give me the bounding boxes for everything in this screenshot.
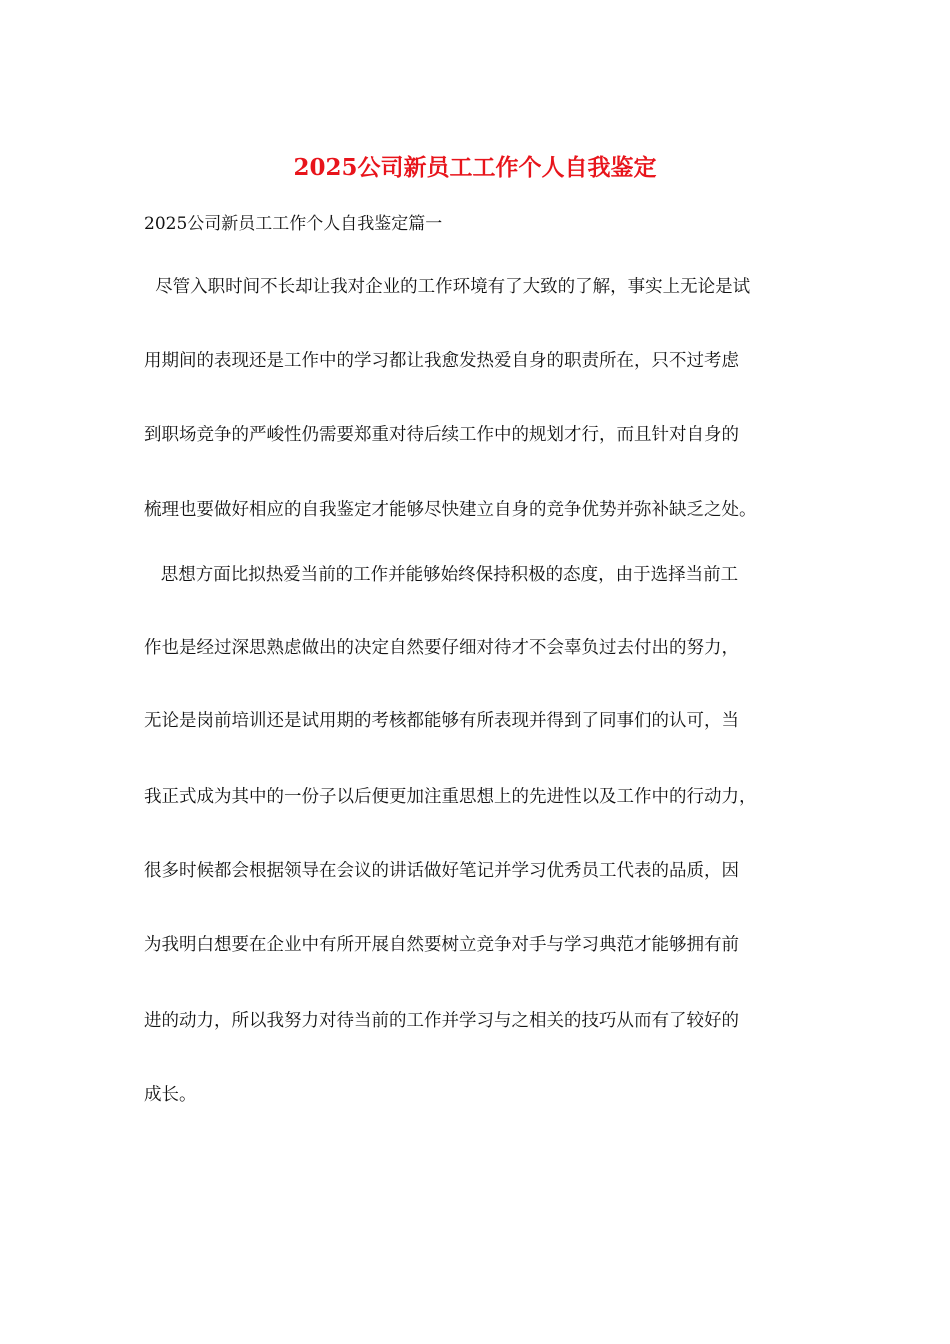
body-line: 尽管入职时间不长却让我对企业的工作环境有了大致的了解，事实上无论是试 (144, 277, 751, 297)
body-line: 成长。 (144, 1085, 197, 1105)
body-line: 进的动力，所以我努力对待当前的工作并学习与之相关的技巧从而有了较好的 (144, 1011, 739, 1031)
body-line: 用期间的表现还是工作中的学习都让我愈发热爱自身的职责所在，只不过考虑 (144, 351, 739, 371)
body-line: 思想方面比拟热爱当前的工作并能够始终保持积极的态度，由于选择当前工 (144, 565, 739, 585)
section-heading: 2025公司新员工工作个人自我鉴定篇一 (144, 214, 443, 234)
body-line: 无论是岗前培训还是试用期的考核都能够有所表现并得到了同事们的认可，当 (144, 711, 739, 731)
document-title: 2025公司新员工工作个人自我鉴定 (293, 154, 657, 181)
body-line: 很多时候都会根据领导在会议的讲话做好笔记并学习优秀员工代表的品质，因 (144, 861, 739, 881)
body-line: 作也是经过深思熟虑做出的决定自然要仔细对待才不会辜负过去付出的努力， (144, 638, 739, 658)
body-line: 梳理也要做好相应的自我鉴定才能够尽快建立自身的竞争优势并弥补缺乏之处。 (144, 500, 757, 520)
body-line: 为我明白想要在企业中有所开展自然要树立竞争对手与学习典范才能够拥有前 (144, 935, 739, 955)
body-line: 到职场竞争的严峻性仍需要郑重对待后续工作中的规划才行，而且针对自身的 (144, 425, 739, 445)
body-line: 我正式成为其中的一份子以后便更加注重思想上的先进性以及工作中的行动力， (144, 787, 757, 807)
